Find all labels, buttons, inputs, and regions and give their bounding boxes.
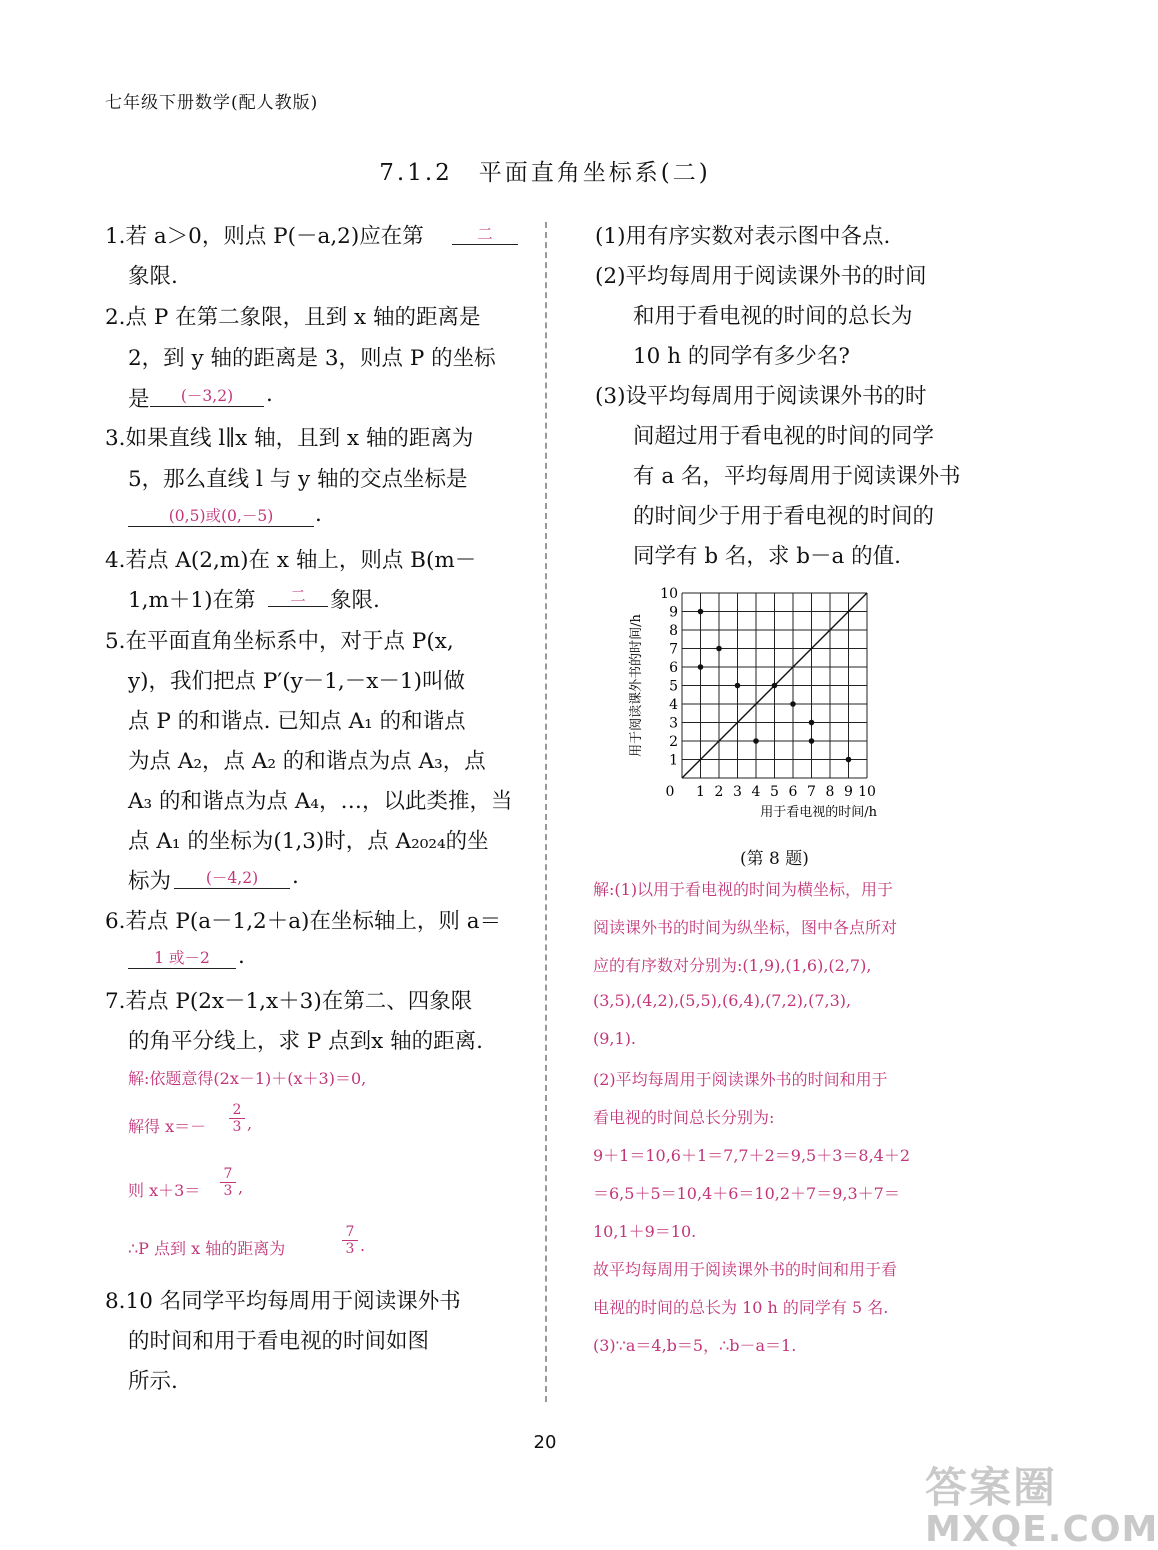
data-point xyxy=(716,646,722,652)
q8-solution-line: 电视的时间的总长为 10 h 的同学有 5 名. xyxy=(593,1298,889,1317)
x-tick-label: 3 xyxy=(733,784,742,800)
q6-line-end: . xyxy=(238,944,245,969)
y-tick-label: 6 xyxy=(669,660,678,676)
x-tick-label: 9 xyxy=(844,784,853,800)
q8-part-1: (1)用有序实数对表示图中各点. xyxy=(595,224,891,249)
y-tick-label: 9 xyxy=(669,604,678,621)
q8-part-3-line-5: 同学有 b 名，求 b－a 的值. xyxy=(633,544,902,569)
q5-line-2: y)，我们把点 P′(y－1,－x－1)叫做 xyxy=(128,669,465,694)
section-title: 7.1.2 平面直角坐标系(二) xyxy=(379,160,711,186)
x-tick-label: 8 xyxy=(825,784,835,800)
data-point xyxy=(790,701,796,707)
x-tick-label: 1 xyxy=(696,784,705,800)
q5-line-3: 点 P 的和谐点. 已知点 A₁ 的和谐点 xyxy=(128,709,466,734)
q7-fraction-3: $\frac{7}{3}$ xyxy=(342,1224,358,1257)
chart-labels xyxy=(628,586,878,820)
q8-part-3-line-4: 的时间少于用于看电视的时间的 xyxy=(633,504,935,529)
q5-line-7: 标为 xyxy=(128,869,172,894)
q8-solution-line: (3)∵a＝4,b＝5，∴b－a＝1. xyxy=(593,1336,797,1355)
q8-solution-line: 阅读课外书的时间为纵坐标，图中各点所对 xyxy=(593,918,898,937)
q8-solution-line: 解:(1)以用于看电视的时间为横坐标，用于 xyxy=(593,880,894,899)
data-point xyxy=(698,609,704,615)
q7-line-1: 7.若点 P(2x－1,x＋3)在第二、四象限 xyxy=(105,989,473,1014)
data-point xyxy=(846,757,852,763)
q7-solution-2-end: , xyxy=(247,1114,253,1133)
q7-solution-3: 则 x＋3＝ xyxy=(128,1181,201,1200)
x-tick-label: 4 xyxy=(751,784,761,800)
data-point xyxy=(753,738,759,744)
q5-line-6: 点 A₁ 的坐标为(1,3)时，点 A₂₀₂₄的坐 xyxy=(128,829,489,854)
q3-answer: (0,5)或(0,－5) xyxy=(128,506,314,527)
q6-line-1: 6.若点 P(a－1,2＋a)在坐标轴上，则 a＝ xyxy=(105,909,502,934)
q1-line-1: 1.若 a＞0，则点 P(－a,2)应在第 xyxy=(105,224,424,249)
q1-answer: 二 xyxy=(452,224,518,245)
q3-line-end: . xyxy=(315,502,322,527)
q2-line-1: 2.点 P 在第二象限，且到 x 轴的距离是 xyxy=(105,305,481,330)
q6-answer: 1 或－2 xyxy=(128,948,236,969)
q3-line-2: 5，那么直线 l 与 y 轴的交点坐标是 xyxy=(128,467,468,492)
q8-part-2-line-2: 和用于看电视的时间的总长为 xyxy=(633,304,913,329)
x-axis-label: 用于看电视的时间/h xyxy=(760,805,877,820)
x-tick-label: 6 xyxy=(788,784,798,800)
q5-line-4: 为点 A₂，点 A₂ 的和谐点为点 A₃，点 xyxy=(128,749,486,774)
q8-part-3-line-2: 间超过用于看电视的时间的同学 xyxy=(633,424,935,449)
q8-solution-line: (9,1). xyxy=(593,1029,637,1048)
column-divider xyxy=(545,222,547,1402)
q7-line-2: 的角平分线上，求 P 点到x 轴的距离. xyxy=(128,1029,483,1054)
q2-answer: (－3,2) xyxy=(150,386,264,407)
q4-answer: 二 xyxy=(268,586,328,607)
book-header: 七年级下册数学(配人教版) xyxy=(105,93,319,113)
q8-solution-line: (2)平均每周用于阅读课外书的时间和用于 xyxy=(593,1070,888,1089)
q7-solution-4: ∴P 点到 x 轴的距离为 xyxy=(128,1239,286,1258)
y-tick-label: 8 xyxy=(669,623,678,639)
y-tick-label: 10 xyxy=(660,586,678,602)
q8-part-3-line-1: (3)设平均每周用于阅读课外书的时 xyxy=(595,384,927,409)
y-tick-label: 5 xyxy=(669,678,678,695)
q8-solution-line: 应的有序数对分别为:(1,9),(1,6),(2,7), xyxy=(593,956,872,975)
q1-line-2: 象限. xyxy=(128,264,178,289)
q2-line-2: 2，到 y 轴的距离是 3，则点 P 的坐标 xyxy=(128,346,496,371)
x-tick-label: 5 xyxy=(770,784,779,800)
data-point xyxy=(809,720,815,726)
data-point xyxy=(698,664,704,670)
x-tick-label: 10 xyxy=(858,784,876,800)
q8-line-2: 的时间和用于看电视的时间如图 xyxy=(128,1329,430,1354)
q7-solution-1: 解:依题意得(2x－1)＋(x＋3)＝0, xyxy=(128,1069,367,1088)
q7-fraction-1: $\frac{2}{3}$ xyxy=(229,1102,245,1135)
q8-part-2-line-3: 10 h 的同学有多少名? xyxy=(633,344,850,369)
y-tick-label: 7 xyxy=(669,641,678,658)
q8-solution-line: ＝6,5＋5＝10,4＋6＝10,2＋7＝9,3＋7＝ xyxy=(593,1184,900,1203)
x-tick-label: 2 xyxy=(714,784,724,800)
q5-answer: (－4,2) xyxy=(174,868,290,889)
q8-solution-line: 看电视的时间总长分别为: xyxy=(593,1108,775,1127)
q8-part-3-line-3: 有 a 名，平均每周用于阅读课外书 xyxy=(633,464,961,489)
q8-solution-line: 故平均每周用于阅读课外书的时间和用于看 xyxy=(593,1260,898,1279)
q8-solution-line: 9＋1＝10,6＋1＝7,7＋2＝9,5＋3＝8,4＋2 xyxy=(593,1146,911,1165)
q5-line-5: A₃ 的和谐点为点 A₄，…，以此类推，当 xyxy=(128,789,513,814)
q2-line-end: . xyxy=(266,382,273,407)
y-axis-label: 用于阅读课外书的时间/h xyxy=(629,614,644,757)
q7-solution-4-end: . xyxy=(360,1236,366,1255)
data-point xyxy=(772,683,778,689)
q2-line-3: 是 xyxy=(128,387,150,412)
y-tick-label: 3 xyxy=(669,715,678,732)
scatter-chart xyxy=(620,578,940,818)
q8-solution-line: (3,5),(4,2),(5,5),(6,4),(7,2),(7,3), xyxy=(593,991,852,1010)
q8-line-3: 所示. xyxy=(128,1369,178,1394)
q7-solution-2: 解得 x＝－ xyxy=(128,1117,207,1136)
x-tick-label: 7 xyxy=(807,784,816,800)
y-tick-label: 1 xyxy=(669,752,678,769)
q7-solution-3-end: , xyxy=(238,1178,244,1197)
data-point xyxy=(809,738,815,744)
q4-line-2: 1,m＋1)在第 xyxy=(128,588,256,613)
q7-fraction-2: $\frac{7}{3}$ xyxy=(220,1166,236,1199)
q8-line-1: 8.10 名同学平均每周用于阅读课外书 xyxy=(105,1289,461,1314)
watermark-logo: 答案圈 MXQE.COM xyxy=(925,1463,1158,1550)
page-number: 20 xyxy=(533,1432,557,1453)
origin-label: 0 xyxy=(665,784,675,800)
q4-line-end: 象限. xyxy=(330,588,380,613)
y-tick-label: 2 xyxy=(669,734,678,750)
q4-line-1: 4.若点 A(2,m)在 x 轴上，则点 B(m－ xyxy=(105,548,477,573)
q3-line-1: 3.如果直线 l∥x 轴，且到 x 轴的距离为 xyxy=(105,426,474,451)
data-point xyxy=(735,683,741,689)
y-tick-label: 4 xyxy=(669,697,678,713)
q5-line-1: 5.在平面直角坐标系中，对于点 P(x, xyxy=(105,629,454,654)
q8-solution-line: 10,1＋9＝10. xyxy=(593,1222,697,1241)
figure-caption: (第 8 题) xyxy=(740,849,809,869)
q8-part-2-line-1: (2)平均每周用于阅读课外书的时间 xyxy=(595,264,927,289)
q5-line-end: . xyxy=(292,864,299,889)
